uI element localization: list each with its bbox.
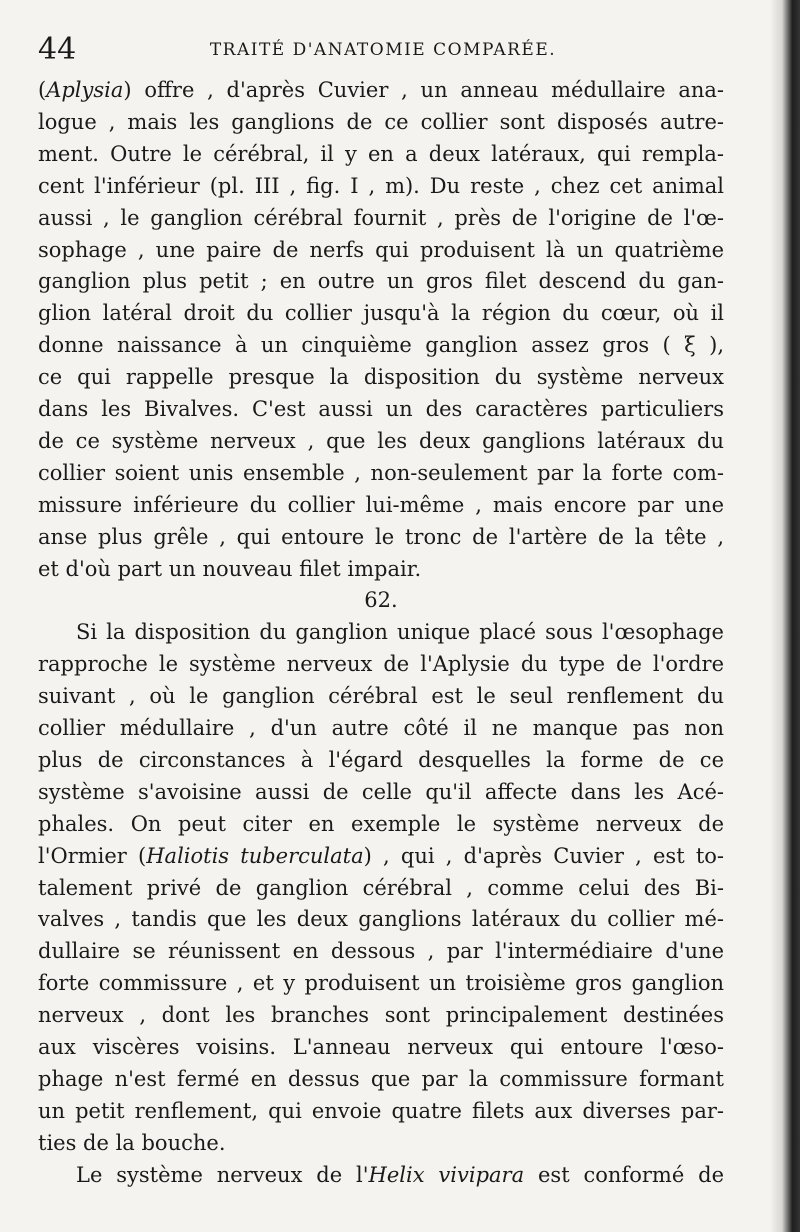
text-line (38, 457, 724, 489)
text-segment: forte commissure , et y produisent un troisième gros ganglion (38, 971, 724, 996)
text-segment: l'Ormier ( (38, 843, 147, 868)
text-segment: collier soient unis ensemble , non-seulement par la forte com- (38, 460, 724, 485)
text-segment: 62. (364, 588, 398, 613)
text-line (38, 361, 724, 393)
text-line (38, 74, 724, 106)
text-segment: phales. On peut citer en exemple le système nerveux de (38, 811, 724, 836)
text-segment: ganglion plus petit ; en outre un gros filet descend du gan- (38, 269, 724, 294)
text-segment: aux viscères voisins. L'anneau nerveux qui entoure l'œso- (38, 1035, 724, 1059)
text-segment: ) , qui , d'après Cuvier , est to- (363, 843, 725, 868)
text-line (38, 138, 724, 170)
page-edge-shadow (770, 0, 800, 1232)
text-segment: est conformé de (524, 1162, 725, 1187)
text-segment: logue , mais les ganglions de ce collier sont disposés autre- (38, 109, 724, 134)
text-segment: aussi , le ganglion cérébral fournit , près de l'origine de l'œ- (38, 205, 724, 230)
text-line (38, 329, 724, 361)
text-segment: anse plus grêle , qui entoure le tronc de l'artère de la tête , (38, 524, 724, 549)
text-segment: Le système nerveux de l' (76, 1162, 369, 1187)
text-line (38, 872, 724, 904)
section-number (38, 584, 724, 616)
italic-taxon-name: Aplysia (46, 78, 124, 102)
text-line (38, 1127, 724, 1159)
text-line (38, 202, 724, 234)
running-header (38, 32, 728, 68)
text-segment: un petit renflement, qui envoie quatre filets aux diverses par- (38, 1098, 724, 1123)
text-line (38, 106, 724, 138)
text-line (38, 1095, 724, 1127)
text-line (38, 648, 724, 680)
text-segment: de ce système nerveux , que les deux ganglions latéraux du (38, 428, 724, 453)
text-segment: ment. Outre le cérébral, il y en a deux latéraux, qui rempla- (38, 141, 724, 166)
text-segment: ( (38, 78, 47, 102)
italic-taxon-name: Helix vivipara (368, 1162, 525, 1187)
text-segment: cent l'inférieur (pl. III , fig. I , m). Du reste , chez cet animal (38, 173, 724, 198)
text-line (38, 170, 724, 202)
text-line (38, 903, 724, 935)
page-number: 44 (38, 32, 77, 67)
text-segment: collier médullaire , d'un autre côté il ne manque pas non (38, 716, 724, 740)
text-segment: missure inférieure du collier lui-même , mais encore par une (38, 492, 724, 517)
text-line (38, 489, 724, 521)
text-segment: phage n'est fermé en dessus que par la commissure formant (38, 1066, 724, 1091)
text-line (38, 234, 724, 266)
running-title: TRAITÉ D'ANATOMIE COMPARÉE. (209, 40, 557, 60)
text-line (38, 265, 724, 297)
text-segment: ce qui rappelle presque la disposition du système nerveux (38, 365, 724, 390)
text-line (38, 553, 724, 585)
text-segment: Si la disposition du ganglion unique placé sous l'œsophage (76, 620, 724, 645)
text-segment: valves , tandis que les deux ganglions latéraux du collier mé- (38, 907, 724, 932)
text-line (38, 616, 724, 648)
text-segment: rapproche le système nerveux de l'Aplysie du type de l'ordre (38, 652, 724, 677)
text-line (38, 297, 724, 329)
text-segment: et d'où part un nouveau filet impair. (38, 556, 422, 581)
text-line (38, 393, 724, 425)
text-line (38, 840, 724, 872)
text-segment: ties de la bouche. (38, 1130, 226, 1155)
text-line (38, 1159, 724, 1191)
italic-taxon-name: Haliotis tuberculata (146, 843, 364, 868)
text-segment: sophage , une paire de nerfs qui produisent là un quatrième (38, 237, 724, 262)
text-line (38, 967, 724, 999)
text-segment: donne naissance à un cinquième ganglion assez gros ( ξ ), (38, 333, 724, 358)
text-segment: suivant , où le ganglion cérébral est le seul renflement du (38, 684, 724, 709)
text-line (38, 425, 724, 457)
text-segment: dullaire se réunissent en dessous , par l'intermédiaire d'une (38, 939, 724, 964)
text-line (38, 521, 724, 553)
text-segment: ) offre , d'après Cuvier , un anneau médullaire ana- (123, 78, 724, 102)
text-line (38, 1063, 724, 1095)
text-line (38, 999, 724, 1031)
text-line (38, 744, 724, 776)
text-line (38, 680, 724, 712)
text-segment: nerveux , dont les branches sont principalement destinées (38, 1003, 724, 1028)
text-line (38, 712, 724, 744)
text-line (38, 808, 724, 840)
text-segment: dans les Bivalves. C'est aussi un des caractères particuliers (38, 397, 724, 421)
text-segment: glion latéral droit du collier jusqu'à la région du cœur, où il (38, 301, 724, 326)
text-segment: système s'avoisine aussi de celle qu'il affecte dans les Acé- (38, 779, 724, 804)
text-line (38, 935, 724, 967)
text-line (38, 776, 724, 808)
text-segment: talement privé de ganglion cérébral , comme celui des Bi- (38, 875, 724, 900)
text-line (38, 1031, 724, 1063)
text-segment: plus de circonstances à l'égard desquelles la forme de ce (38, 747, 724, 772)
